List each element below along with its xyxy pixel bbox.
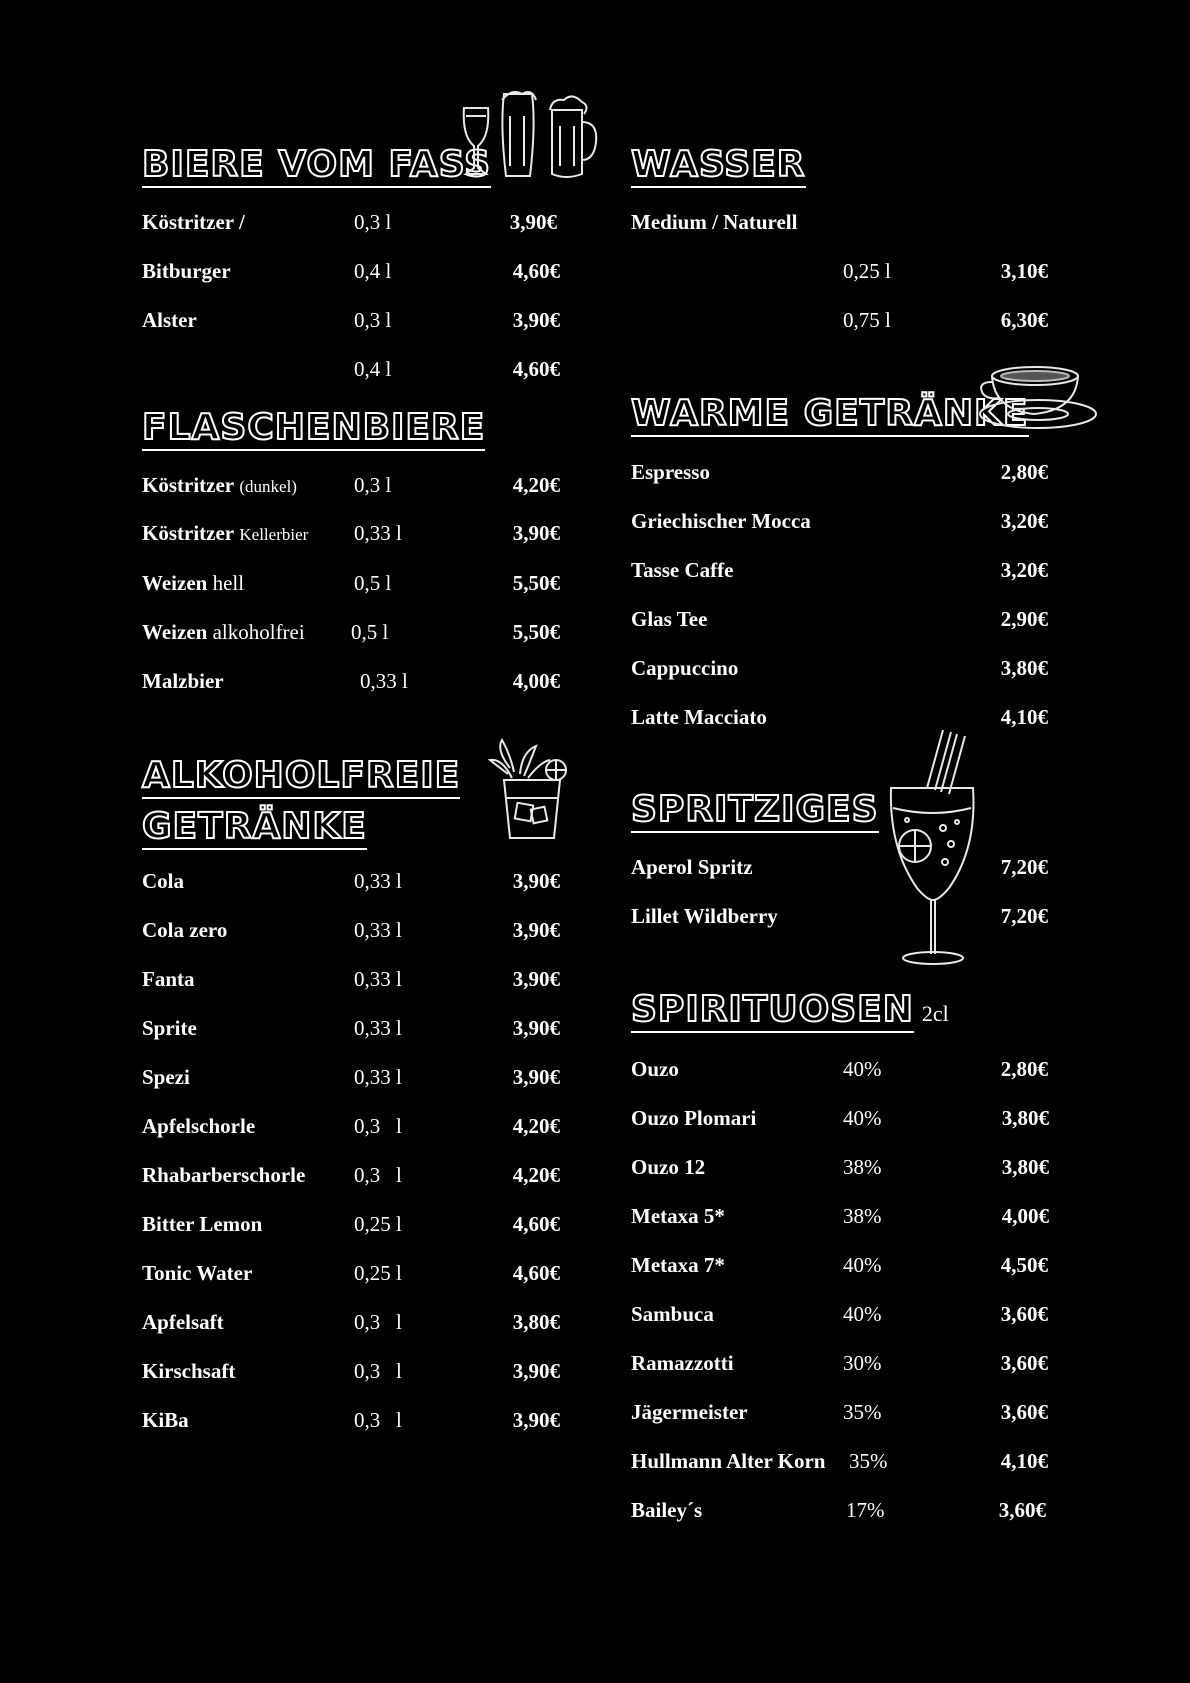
item-name: Sprite bbox=[142, 1016, 197, 1040]
item-name: Ramazzotti bbox=[631, 1351, 734, 1375]
item-abv: 35% bbox=[849, 1449, 888, 1473]
item-name: Espresso bbox=[631, 460, 710, 484]
item-price: 3,90€ bbox=[512, 967, 560, 991]
item-price: 3,90€ bbox=[512, 1016, 560, 1040]
item-price: 7,20€ bbox=[1000, 904, 1048, 928]
item-abv: 38% bbox=[843, 1155, 882, 1179]
item-price: 3,80€ bbox=[1000, 656, 1048, 680]
item-price: 4,00€ bbox=[512, 669, 560, 693]
item-price: 4,60€ bbox=[512, 1212, 560, 1236]
item-price: 3,80€ bbox=[512, 1310, 560, 1334]
item-size: 0,75 l bbox=[843, 308, 891, 332]
item-name: Ouzo Plomari bbox=[631, 1106, 757, 1130]
item-price: 3,90€ bbox=[512, 1065, 560, 1089]
serving-size-label: 2cl bbox=[921, 1001, 949, 1026]
item-name: Apfelschorle bbox=[142, 1114, 256, 1138]
item-price: 3,80€ bbox=[1001, 1106, 1049, 1130]
item-name: Cappuccino bbox=[631, 656, 739, 680]
item-size: 0,33 l bbox=[354, 918, 402, 942]
item-size: 0,3 l bbox=[354, 1310, 402, 1334]
item-size: 0,33 l bbox=[354, 1065, 402, 1089]
item-price: 3,90€ bbox=[512, 1408, 560, 1432]
item-size: 0,33 l bbox=[360, 669, 408, 693]
coffee-cup-icon bbox=[978, 364, 1104, 441]
item-name: Rhabarberschorle bbox=[142, 1163, 306, 1187]
item-size: 0,4 l bbox=[354, 259, 392, 283]
item-price: 4,50€ bbox=[1000, 1253, 1048, 1277]
item-size: 0,33 l bbox=[354, 521, 402, 545]
item-name: Lillet Wildberry bbox=[631, 904, 778, 928]
item-name: KiBa bbox=[142, 1408, 189, 1432]
item-price: 2,80€ bbox=[1000, 460, 1048, 484]
item-price: 3,90€ bbox=[509, 210, 557, 234]
item-name: Malzbier bbox=[142, 669, 224, 693]
section-title: BIERE VOM FASS bbox=[142, 145, 491, 188]
item-price: 3,90€ bbox=[512, 869, 560, 893]
section-title: WASSER bbox=[631, 145, 806, 188]
item-price: 4,20€ bbox=[512, 1114, 560, 1138]
item-price: 5,50€ bbox=[512, 571, 560, 595]
item-size: 0,5 l bbox=[354, 571, 392, 595]
item-size: 0,33 l bbox=[354, 869, 402, 893]
item-name: Glas Tee bbox=[631, 607, 708, 631]
item-price: 3,90€ bbox=[512, 521, 560, 545]
item-name: Tasse Caffe bbox=[631, 558, 734, 582]
section-spirituosen bbox=[631, 990, 949, 1033]
item-name: Cola zero bbox=[142, 918, 228, 942]
item-name: Aperol Spritz bbox=[631, 855, 753, 879]
item-name: Bitter Lemon bbox=[142, 1212, 263, 1236]
cocktail-glass-icon bbox=[482, 738, 572, 847]
item-abv: 35% bbox=[843, 1400, 882, 1424]
item-size: 0,3 l bbox=[354, 1114, 402, 1138]
item-price: 4,60€ bbox=[512, 357, 560, 381]
item-name: Tonic Water bbox=[142, 1261, 253, 1285]
item-price: 4,20€ bbox=[512, 473, 560, 497]
section-alkoholfreie-getraenke bbox=[142, 756, 460, 850]
item-size: 0,4 l bbox=[354, 357, 392, 381]
item-price: 3,80€ bbox=[1001, 1155, 1049, 1179]
section-wasser bbox=[631, 145, 806, 188]
item-price: 3,60€ bbox=[998, 1498, 1046, 1522]
section-spritziges bbox=[631, 790, 879, 833]
item-name: Sambuca bbox=[631, 1302, 714, 1326]
item-price: 4,10€ bbox=[1000, 1449, 1048, 1473]
item-size: 0,33 l bbox=[354, 967, 402, 991]
item-name: Medium / Naturell bbox=[631, 210, 798, 234]
item-price: 6,30€ bbox=[1000, 308, 1048, 332]
item-price: 4,60€ bbox=[512, 259, 560, 283]
item-size: 0,3 l bbox=[354, 1359, 402, 1383]
item-size: 0,3 l bbox=[354, 1408, 402, 1432]
section-title: WARME GETRÄNKE bbox=[631, 394, 1029, 437]
item-price: 3,20€ bbox=[1000, 509, 1048, 533]
item-name: Kirschsaft bbox=[142, 1359, 236, 1383]
item-abv: 17% bbox=[846, 1498, 885, 1522]
item-size: 0,25 l bbox=[843, 259, 891, 283]
item-abv: 30% bbox=[843, 1351, 882, 1375]
item-name: Ouzo bbox=[631, 1057, 679, 1081]
item-name: Jägermeister bbox=[631, 1400, 748, 1424]
item-abv: 40% bbox=[843, 1057, 882, 1081]
item-price: 3,10€ bbox=[1000, 259, 1048, 283]
item-price: 4,00€ bbox=[1001, 1204, 1049, 1228]
item-name: Bailey´s bbox=[631, 1498, 703, 1522]
item-price: 3,90€ bbox=[512, 918, 560, 942]
section-flaschenbiere bbox=[142, 408, 485, 451]
item-name: Hullmann Alter Korn bbox=[631, 1449, 826, 1473]
item-abv: 40% bbox=[843, 1302, 882, 1326]
section-title: SPRITZIGES bbox=[631, 790, 879, 833]
item-name: Köstritzer / bbox=[142, 210, 245, 234]
item-name: Latte Macciato bbox=[631, 705, 767, 729]
section-title: ALKOHOLFREIE GETRÄNKE bbox=[142, 756, 460, 850]
item-name: Weizen alkoholfrei bbox=[142, 620, 305, 644]
section-title: SPIRITUOSEN bbox=[631, 990, 914, 1033]
item-name: Fanta bbox=[142, 967, 195, 991]
item-name: Bitburger bbox=[142, 259, 231, 283]
item-price: 4,10€ bbox=[1000, 705, 1048, 729]
item-size: 0,33 l bbox=[354, 1016, 402, 1040]
item-price: 5,50€ bbox=[512, 620, 560, 644]
item-size: 0,3 l bbox=[354, 210, 392, 234]
beer-glasses-icon bbox=[460, 86, 600, 187]
item-abv: 38% bbox=[843, 1204, 882, 1228]
item-price: 4,20€ bbox=[512, 1163, 560, 1187]
item-name: Köstritzer Kellerbier bbox=[142, 521, 309, 545]
item-price: 2,90€ bbox=[1000, 607, 1048, 631]
item-price: 4,60€ bbox=[512, 1261, 560, 1285]
item-name: Spezi bbox=[142, 1065, 190, 1089]
item-name: Metaxa 7* bbox=[631, 1253, 725, 1277]
item-name: Cola bbox=[142, 869, 184, 893]
item-price: 3,60€ bbox=[1000, 1302, 1048, 1326]
item-price: 3,60€ bbox=[1000, 1400, 1048, 1424]
item-abv: 40% bbox=[843, 1106, 882, 1130]
item-name: Griechischer Mocca bbox=[631, 509, 811, 533]
item-size: 0,3 l bbox=[354, 1163, 402, 1187]
item-price: 2,80€ bbox=[1000, 1057, 1048, 1081]
item-size: 0,5 l bbox=[351, 620, 389, 644]
item-price: 3,60€ bbox=[1000, 1351, 1048, 1375]
item-price: 3,90€ bbox=[512, 308, 560, 332]
item-name: Apfelsaft bbox=[142, 1310, 224, 1334]
item-name: Alster bbox=[142, 308, 197, 332]
section-biere-vom-fass bbox=[142, 145, 491, 188]
item-price: 7,20€ bbox=[1000, 855, 1048, 879]
item-name: Ouzo 12 bbox=[631, 1155, 706, 1179]
item-size: 0,25 l bbox=[354, 1261, 402, 1285]
item-price: 3,90€ bbox=[512, 1359, 560, 1383]
section-title: FLASCHENBIERE bbox=[142, 408, 485, 451]
item-abv: 40% bbox=[843, 1253, 882, 1277]
item-size: 0,3 l bbox=[354, 308, 392, 332]
section-warme-getraenke bbox=[631, 394, 1029, 437]
item-name: Metaxa 5* bbox=[631, 1204, 725, 1228]
item-name: Weizen hell bbox=[142, 571, 245, 595]
item-name: Köstritzer (dunkel) bbox=[142, 473, 297, 497]
item-price: 3,20€ bbox=[1000, 558, 1048, 582]
item-size: 0,25 l bbox=[354, 1212, 402, 1236]
item-size: 0,3 l bbox=[354, 473, 392, 497]
